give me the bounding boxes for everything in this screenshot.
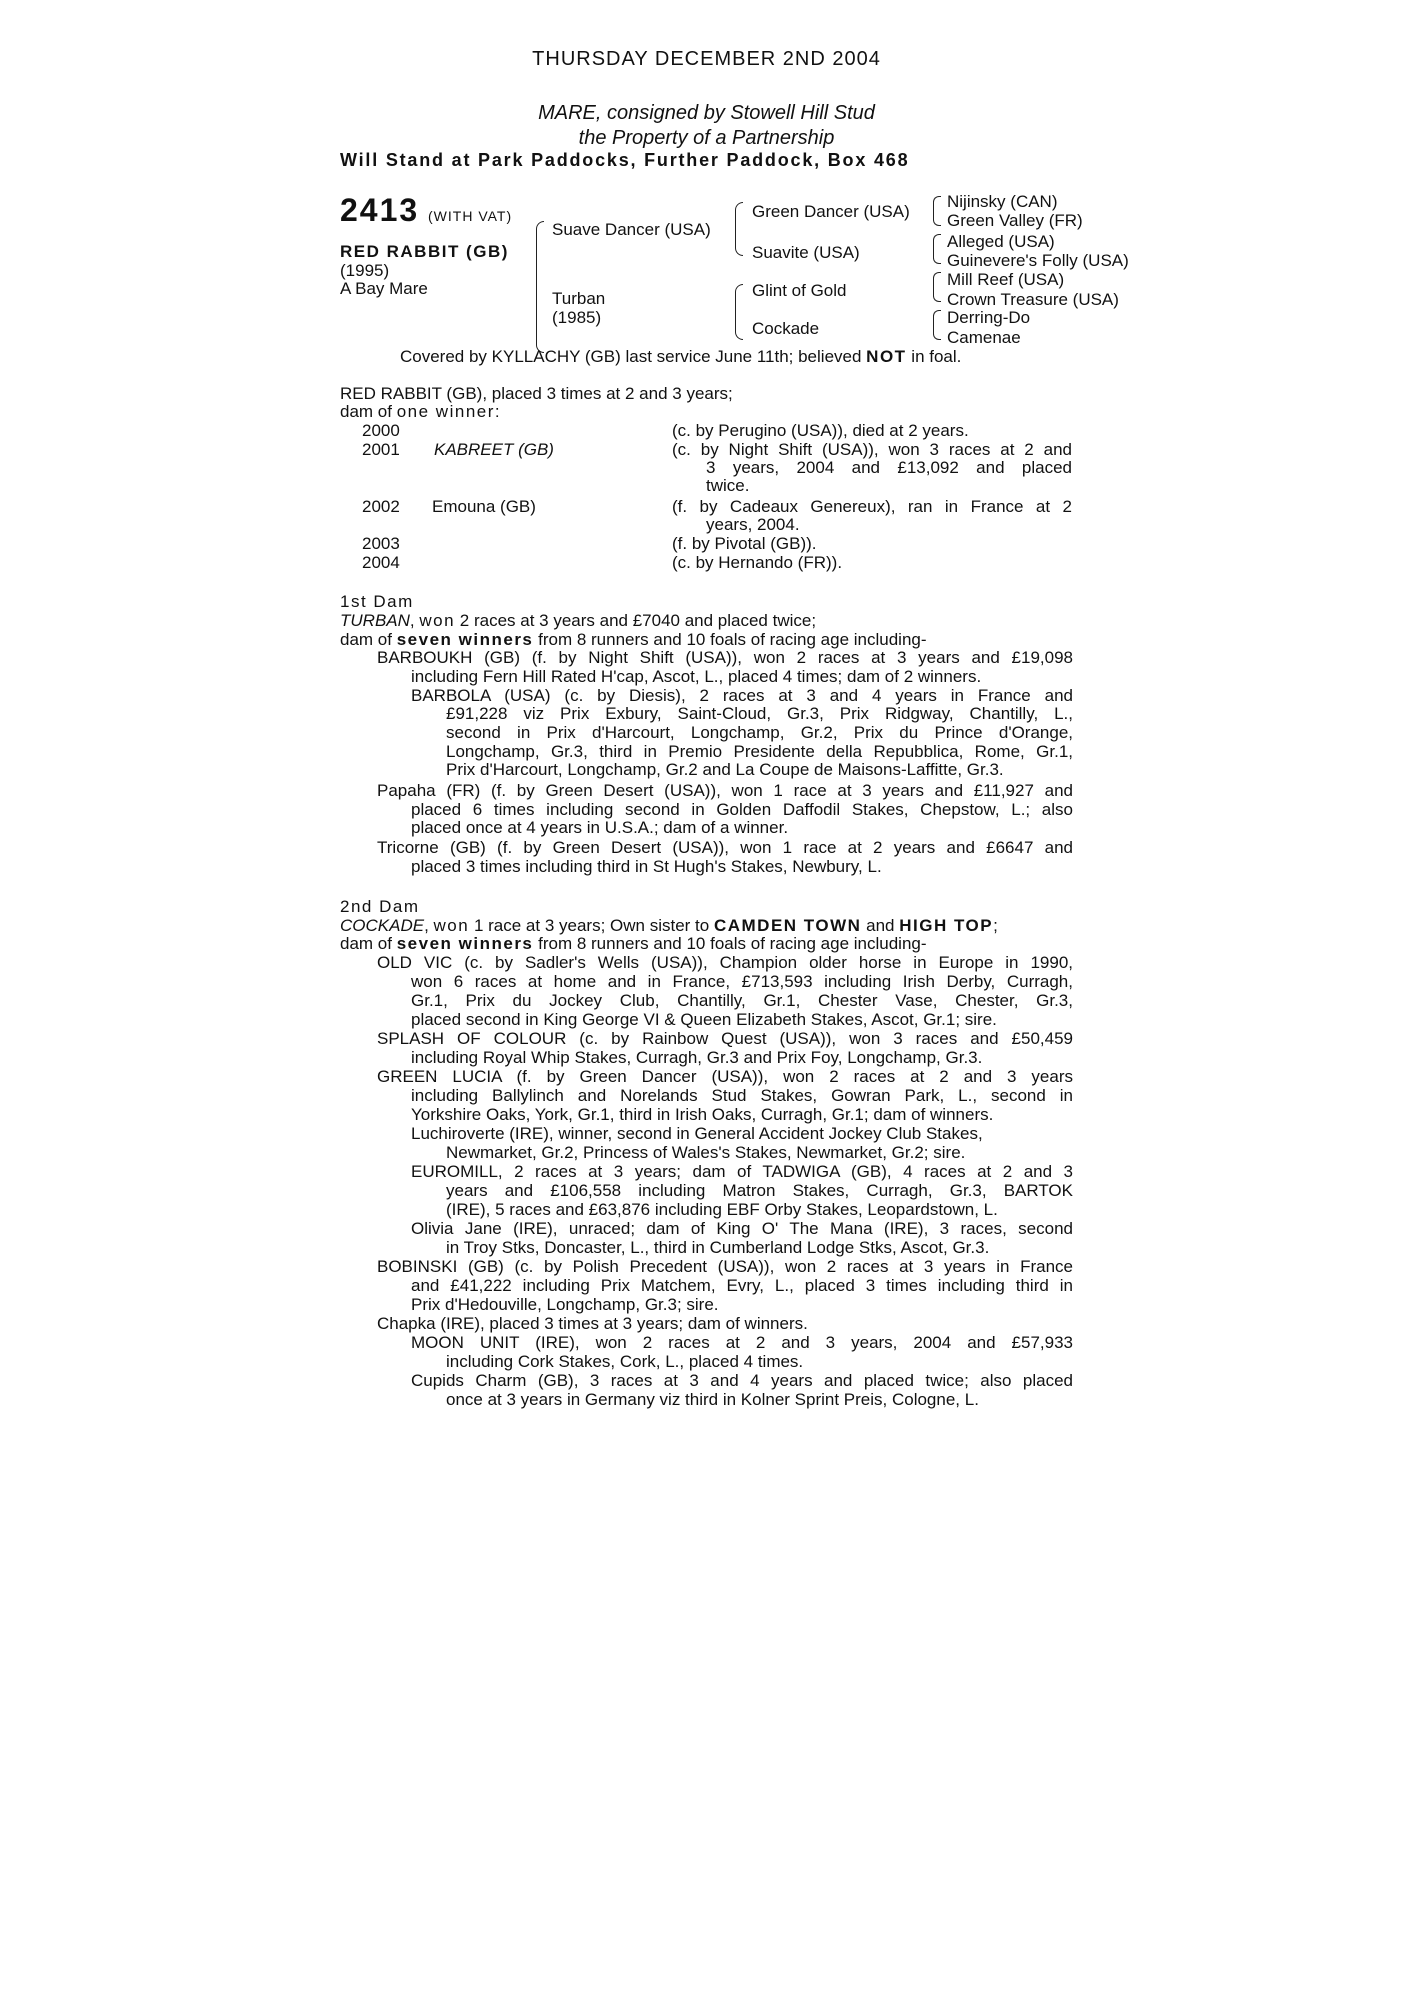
second-dam-won: won (433, 916, 470, 935)
progeny-line: MOON UNIT (IRE), won 2 races at 2 and 3 years, 2004 and £57,933 (411, 1333, 1073, 1352)
pedigree-ggp-1: Nijinsky (CAN) (947, 192, 1058, 211)
covering-text: Covered by KYLLACHY (GB) last service June 11th; believed (400, 347, 862, 366)
second-dam-heading: 2nd Dam (340, 897, 420, 916)
progeny-line: once at 3 years in Germany viz third in Kolner Sprint Preis, Cologne, L. (446, 1390, 979, 1409)
produce-detail: 3 years, 2004 and £13,092 and placed (706, 458, 1072, 477)
first-dam-intro: TURBAN, won 2 races at 3 years and £7040 and placed twice; (340, 611, 817, 630)
pedigree-ggp-2: Green Valley (FR) (947, 211, 1083, 230)
progeny-line: placed once at 4 years in U.S.A.; dam of a winner. (411, 818, 789, 837)
progeny-line: Tricorne (GB) (f. by Green Desert (USA)), won 1 race at 2 years and £6647 and (377, 838, 1073, 857)
dam-of-rest: from 8 runners and 10 foals of racing age including- (538, 630, 927, 649)
produce-detail: twice. (706, 476, 750, 495)
progeny-line: placed 6 times including second in Golden Daffodil Stakes, Chepstow, L.; also (411, 800, 1073, 819)
second-dam-name: COCKADE (340, 916, 425, 935)
pedigree-brace (735, 202, 743, 256)
pedigree-brace (933, 310, 941, 340)
pedigree-dam-sire: Glint of Gold (752, 281, 847, 300)
progeny-line: and £41,222 including Prix Matchem, Evry, L., placed 3 times including third in (411, 1276, 1073, 1295)
progeny-line: Yorkshire Oaks, York, Gr.1, third in Irish Oaks, Curragh, Gr.1; dam of winners. (411, 1105, 994, 1124)
dam-of-winners: seven winners (396, 934, 534, 953)
dam-of-winners: seven winners (396, 630, 534, 649)
stand-location: Will Stand at Park Paddocks, Further Paddock, Box 468 (340, 150, 910, 170)
progeny-line: OLD VIC (c. by Sadler's Wells (USA)), Champion older horse in Europe in 1990, (377, 953, 1073, 972)
progeny-line: including Cork Stakes, Cork, L., placed 4 times. (446, 1352, 804, 1371)
covering-end: in foal. (911, 347, 962, 366)
produce-detail: (c. by Perugino (USA)), died at 2 years. (672, 421, 969, 440)
progeny-line: including Fern Hill Rated H'cap, Ascot, L., placed 4 times; dam of 2 winners. (411, 667, 982, 686)
progeny-line: EUROMILL, 2 races at 3 years; dam of TADWIGA (GB), 4 races at 2 and 3 (411, 1162, 1073, 1181)
sibling-and: and (866, 916, 895, 935)
dam-of-count: one winner: (396, 402, 502, 421)
progeny-line: Prix d'Harcourt, Longchamp, Gr.2 and La Coupe de Maisons-Laffitte, Gr.3. (446, 760, 1004, 779)
progeny-line: Gr.1, Prix du Jockey Club, Chantilly, Gr.1, Chester Vase, Chester, Gr.3, (411, 991, 1073, 1010)
pedigree-ggp-6: Crown Treasure (USA) (947, 290, 1119, 309)
produce-year: 2000 (362, 421, 400, 440)
mare-summary: RED RABBIT (GB), placed 3 times at 2 and 3 years; (340, 384, 733, 403)
progeny-line: placed second in King George VI & Queen Elizabeth Stakes, Ascot, Gr.1; sire. (411, 1010, 997, 1029)
progeny-line: GREEN LUCIA (f. by Green Dancer (USA)), won 2 races at 2 and 3 years (377, 1067, 1073, 1086)
dam-of-label: dam of (340, 402, 392, 421)
produce-detail: (c. by Hernando (FR)). (672, 553, 843, 572)
pedigree-brace (933, 272, 941, 302)
pedigree-ggp-8: Camenae (947, 328, 1021, 347)
progeny-line: Cupids Charm (GB), 3 races at 3 and 4 years and placed twice; also placed (411, 1371, 1073, 1390)
horse-description: A Bay Mare (340, 279, 428, 298)
property-line: the Property of a Partnership (578, 127, 835, 149)
lot-number: 2413 (340, 192, 420, 228)
dam-of-label: dam of (340, 630, 392, 649)
mare-dam-of (340, 402, 501, 421)
second-dam-dam-of (340, 934, 927, 953)
progeny-line: years and £106,558 including Matron Stakes, Curragh, Gr.3, BARTOK (446, 1181, 1073, 1200)
produce-name: Emouna (GB) (432, 497, 536, 516)
progeny-line: Chapka (IRE), placed 3 times at 3 years; dam of winners. (377, 1314, 808, 1333)
progeny-line: won 6 races at home and in France, £713,593 including Irish Derby, Curragh, (411, 972, 1073, 991)
produce-year: 2004 (362, 553, 400, 572)
progeny-line: second in Prix d'Harcourt, Longchamp, Gr.2, Prix du Prince d'Orange, (446, 723, 1073, 742)
first-dam-name: TURBAN (340, 611, 410, 630)
progeny-line: including Royal Whip Stakes, Curragh, Gr.3 and Prix Foy, Longchamp, Gr.3. (411, 1048, 983, 1067)
sale-date: THURSDAY DECEMBER 2ND 2004 (532, 48, 881, 70)
produce-year: 2002 (362, 497, 400, 516)
pedigree-brace (536, 221, 544, 353)
pedigree-sire-dam: Suavite (USA) (752, 243, 860, 262)
progeny-line: in Troy Stks, Doncaster, L., third in Cumberland Lodge Stks, Ascot, Gr.3. (446, 1238, 990, 1257)
first-dam-won: won (419, 611, 456, 630)
consignor-line: MARE, consigned by Stowell Hill Stud (538, 102, 875, 124)
progeny-line: Papaha (FR) (f. by Green Desert (USA)), won 1 race at 3 years and £11,927 and (377, 781, 1073, 800)
produce-name: KABREET (GB) (434, 440, 554, 459)
intro-end: ; (993, 916, 998, 935)
progeny-line: BARBOUKH (GB) (f. by Night Shift (USA)), won 2 races at 3 years and £19,098 (377, 648, 1073, 667)
pedigree-ggp-4: Guinevere's Folly (USA) (947, 251, 1129, 270)
pedigree-dam-year: (1985) (552, 308, 602, 327)
produce-detail: (f. by Pivotal (GB)). (672, 534, 817, 553)
progeny-line: Prix d'Hedouville, Longchamp, Gr.3; sire. (411, 1295, 719, 1314)
second-dam-record: 1 race at 3 years; Own sister to (473, 916, 710, 935)
vat-note: (WITH VAT) (428, 208, 513, 224)
pedigree-brace (735, 284, 743, 340)
produce-detail: (f. by Cadeaux Genereux), ran in France at 2 (672, 497, 1072, 516)
covering-note (400, 347, 961, 367)
pedigree-ggp-5: Mill Reef (USA) (947, 270, 1065, 289)
sibling-name: HIGH TOP (899, 916, 994, 935)
progeny-line: (IRE), 5 races and £63,876 including EBF Orby Stakes, Leopardstown, L. (446, 1200, 998, 1219)
dam-of-label: dam of (340, 934, 392, 953)
pedigree-ggp-7: Derring-Do (947, 308, 1031, 327)
progeny-line: Luchiroverte (IRE), winner, second in General Accident Jockey Club Stakes, (411, 1124, 983, 1143)
horse-year: (1995) (340, 261, 390, 280)
sibling-name: CAMDEN TOWN (713, 916, 862, 935)
covering-not: NOT (866, 347, 907, 366)
progeny-line: Olivia Jane (IRE), unraced; dam of King O' The Mana (IRE), 3 races, second (411, 1219, 1073, 1238)
progeny-line: Longchamp, Gr.3, third in Premio Presidente della Repubblica, Rome, Gr.1, (446, 742, 1073, 761)
first-dam-dam-of (340, 630, 927, 649)
progeny-line: including Ballylinch and Norelands Stud Stakes, Gowran Park, L., second in (411, 1086, 1073, 1105)
pedigree-sire: Suave Dancer (USA) (552, 220, 711, 239)
dam-of-rest: from 8 runners and 10 foals of racing age including- (538, 934, 927, 953)
horse-name: RED RABBIT (GB) (340, 242, 509, 261)
first-dam-heading: 1st Dam (340, 592, 414, 611)
produce-detail: years, 2004. (706, 515, 800, 534)
produce-detail: (c. by Night Shift (USA)), won 3 races at 2 and (672, 440, 1072, 459)
pedigree-dam-dam: Cockade (752, 319, 820, 338)
progeny-line: BARBOLA (USA) (c. by Diesis), 2 races at 3 and 4 years in France and (411, 686, 1073, 705)
produce-year: 2001 (362, 440, 400, 459)
first-dam-record: 2 races at 3 years and £7040 and placed twice; (459, 611, 817, 630)
pedigree-brace (933, 234, 941, 264)
pedigree-dam: Turban (552, 289, 606, 308)
second-dam-intro: COCKADE, won 1 race at 3 years; Own sister to CAMDEN TOWN and HIGH TOP; (340, 916, 998, 935)
pedigree-brace (933, 196, 941, 226)
progeny-line: Newmarket, Gr.2, Princess of Wales's Stakes, Newmarket, Gr.2; sire. (446, 1143, 966, 1162)
progeny-line: BOBINSKI (GB) (c. by Polish Precedent (USA)), won 2 races at 3 years in France (377, 1257, 1073, 1276)
progeny-line: placed 3 times including third in St Hugh's Stakes, Newbury, L. (411, 857, 882, 876)
progeny-line: SPLASH OF COLOUR (c. by Rainbow Quest (USA)), won 3 races and £50,459 (377, 1029, 1073, 1048)
pedigree-sire-sire: Green Dancer (USA) (752, 202, 910, 221)
progeny-line: £91,228 viz Prix Exbury, Saint-Cloud, Gr.3, Prix Ridgway, Chantilly, L., (446, 704, 1073, 723)
pedigree-ggp-3: Alleged (USA) (947, 232, 1055, 251)
produce-year: 2003 (362, 534, 400, 553)
